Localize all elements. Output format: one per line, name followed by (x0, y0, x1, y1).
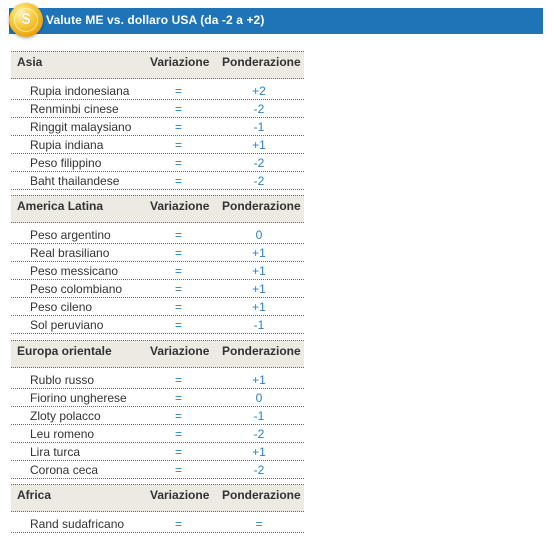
variazione-value: = (174, 246, 182, 260)
region-heading: America Latina (17, 199, 104, 213)
column-header-variazione: Variazione (150, 199, 210, 213)
variazione-value: = (174, 318, 182, 332)
table-row (11, 136, 304, 154)
ponderazione-value: -1 (253, 120, 265, 134)
table-row (11, 262, 304, 280)
variazione-value: = (174, 391, 182, 405)
ponderazione-value: = (255, 517, 263, 531)
variazione-value: = (174, 228, 182, 242)
ponderazione-value: +2 (252, 84, 266, 98)
variazione-value: = (174, 282, 182, 296)
section-header (11, 51, 304, 79)
table-row (11, 226, 304, 244)
column-header-variazione: Variazione (150, 488, 210, 502)
table-row (11, 118, 304, 136)
currency-name: Baht thailandese (30, 174, 120, 188)
currency-name: Lira turca (30, 445, 81, 459)
variazione-value: = (174, 102, 182, 116)
ponderazione-value: -1 (253, 409, 265, 423)
variazione-value: = (174, 138, 182, 152)
ponderazione-value: -2 (253, 102, 265, 116)
region-heading: Europa orientale (17, 344, 112, 358)
currency-name: Fiorino ungherese (30, 391, 127, 405)
region-heading: Africa (17, 488, 52, 502)
section-header (11, 340, 304, 368)
variazione-value: = (174, 445, 182, 459)
ponderazione-value: +1 (252, 445, 266, 459)
variazione-value: = (174, 300, 182, 314)
ponderazione-value: -2 (253, 156, 265, 170)
currency-name: Rand sudafricano (30, 517, 125, 531)
currency-name: Ringgit malaysiano (30, 120, 132, 134)
variazione-value: = (174, 427, 182, 441)
variazione-value: = (174, 84, 182, 98)
ponderazione-value: +1 (252, 264, 266, 278)
section-header (11, 484, 304, 512)
ponderazione-value: 0 (255, 391, 263, 405)
ponderazione-value: +1 (252, 138, 266, 152)
section-header (11, 195, 304, 223)
variazione-value: = (174, 463, 182, 477)
region-heading: Asia (17, 55, 43, 69)
currency-name: Renminbi cinese (30, 102, 119, 116)
dollar-sign: $ (14, 8, 38, 32)
column-header-ponderazione: Ponderazione (222, 55, 301, 69)
ponderazione-value: -2 (253, 174, 265, 188)
dollar-coin-icon (9, 3, 43, 37)
currency-name: Rupia indonesiana (30, 84, 130, 98)
table-row (11, 172, 304, 190)
table-row (11, 280, 304, 298)
ponderazione-value: 0 (255, 228, 263, 242)
variazione-value: = (174, 156, 182, 170)
currency-name: Sol peruviano (30, 318, 104, 332)
currency-name: Real brasiliano (30, 246, 110, 260)
variazione-value: = (174, 120, 182, 134)
table-row (11, 407, 304, 425)
column-header-ponderazione: Ponderazione (222, 488, 301, 502)
currency-name: Leu romeno (30, 427, 95, 441)
table-row (11, 244, 304, 262)
page-title: Valute ME vs. dollaro USA (da -2 a +2) (46, 13, 265, 27)
column-header-variazione: Variazione (150, 344, 210, 358)
ponderazione-value: +1 (252, 282, 266, 296)
ponderazione-value: -2 (253, 463, 265, 477)
column-header-ponderazione: Ponderazione (222, 199, 301, 213)
variazione-value: = (174, 373, 182, 387)
currency-name: Peso colombiano (30, 282, 123, 296)
ponderazione-value: -2 (253, 427, 265, 441)
ponderazione-value: -1 (253, 318, 265, 332)
variazione-value: = (174, 409, 182, 423)
section-asia (11, 51, 304, 190)
table-row (11, 515, 304, 533)
table-row (11, 389, 304, 407)
table-row (11, 443, 304, 461)
currency-name: Peso cileno (30, 300, 93, 314)
column-header-variazione: Variazione (150, 55, 210, 69)
table-row (11, 298, 304, 316)
table-row (11, 82, 304, 100)
table-row (11, 316, 304, 334)
table-row (11, 371, 304, 389)
ponderazione-value: +1 (252, 246, 266, 260)
table-row (11, 154, 304, 172)
ponderazione-value: +1 (252, 373, 266, 387)
currency-name: Corona ceca (30, 463, 99, 477)
currency-name: Peso argentino (30, 228, 111, 242)
section-europa-orientale (11, 340, 304, 479)
title-banner (9, 8, 543, 34)
currency-name: Rublo russo (30, 373, 95, 387)
currency-name: Peso filippino (30, 156, 102, 170)
section-africa (11, 484, 304, 533)
ponderazione-value: +1 (252, 300, 266, 314)
variazione-value: = (174, 264, 182, 278)
variazione-value: = (174, 174, 182, 188)
section-america-latina (11, 195, 304, 334)
table-row (11, 100, 304, 118)
currency-name: Zloty polacco (30, 409, 101, 423)
table-row (11, 425, 304, 443)
currency-name: Peso messicano (30, 264, 119, 278)
variazione-value: = (174, 517, 182, 531)
column-header-ponderazione: Ponderazione (222, 344, 301, 358)
table-row (11, 461, 304, 479)
currency-name: Rupia indiana (30, 138, 104, 152)
